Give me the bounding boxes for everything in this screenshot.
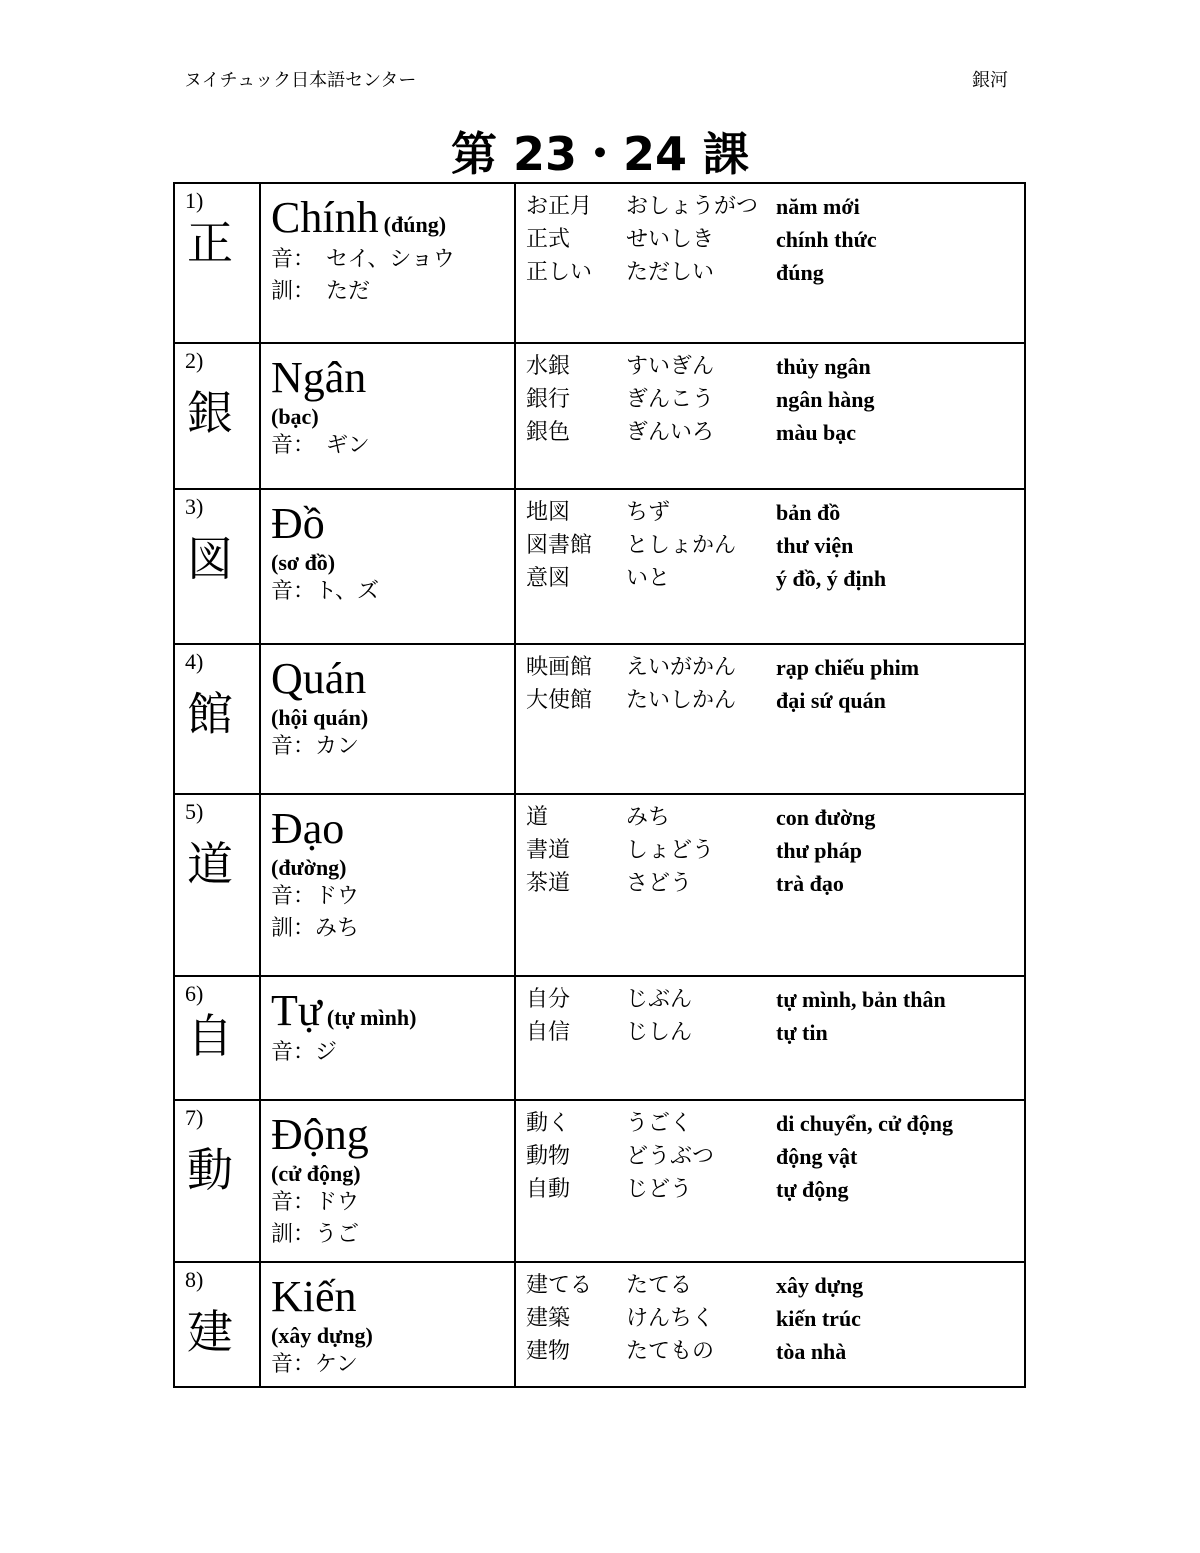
kanji-row xyxy=(174,1262,1025,1387)
kanji-meaning: (đúng) xyxy=(383,212,447,237)
kanji-meaning: (xây dựng) xyxy=(271,1323,373,1348)
vocab-reading: じしん xyxy=(626,1020,693,1045)
kanji-reading: 音：ドウ xyxy=(271,884,360,909)
hanviet-word: Đồ xyxy=(271,499,325,548)
vocab-reading: せいしき xyxy=(626,227,715,252)
vocab-reading: すいぎん xyxy=(626,354,715,379)
vocab-word: 建てる xyxy=(526,1273,593,1298)
vocab-meaning: tự tin xyxy=(776,1020,828,1045)
vocab-meaning: tự động xyxy=(776,1177,849,1202)
vocab-reading: ぎんこう xyxy=(626,387,715,412)
vocab-word: 大使館 xyxy=(526,688,593,713)
vocab-meaning: thư pháp xyxy=(776,838,862,863)
vocab-item xyxy=(526,562,1024,595)
vocab-reading: としょかん xyxy=(626,533,737,558)
kanji-character: 道 xyxy=(187,837,233,891)
reading-cell xyxy=(260,183,515,343)
vocab-cell xyxy=(515,489,1025,644)
kanji-reading: 音： ギン xyxy=(271,433,370,458)
vocab-cell xyxy=(515,1262,1025,1387)
vocab-word: 正しい xyxy=(526,260,593,285)
entry-number: 6) xyxy=(185,981,204,1006)
vocab-word: 動く xyxy=(526,1111,571,1136)
vocab-meaning: ý đồ, ý định xyxy=(776,566,887,591)
kanji-reading: 音： セイ、ショウ xyxy=(271,247,455,272)
reading-cell xyxy=(260,644,515,794)
vocab-item xyxy=(526,801,1024,834)
vocab-word: 動物 xyxy=(526,1144,571,1169)
vocab-item xyxy=(526,350,1024,383)
vocab-meaning: di chuyển, cử động xyxy=(776,1111,954,1136)
vocab-item xyxy=(526,834,1024,867)
vocab-cell xyxy=(515,343,1025,489)
vocab-item xyxy=(526,383,1024,416)
vocab-word: 映画館 xyxy=(526,655,593,680)
vocab-reading: えいがかん xyxy=(626,655,737,680)
vocab-reading: どうぶつ xyxy=(626,1144,715,1169)
vocab-meaning: đúng xyxy=(776,260,824,285)
kanji-row xyxy=(174,183,1025,343)
vocab-reading: いと xyxy=(626,566,671,591)
reading-cell xyxy=(260,976,515,1100)
vocab-cell xyxy=(515,183,1025,343)
entry-number: 1) xyxy=(185,188,204,213)
reading-cell xyxy=(260,1262,515,1387)
hanviet-word: Quán xyxy=(271,654,367,703)
entry-number: 3) xyxy=(185,494,204,519)
header-center-name: ヌイチュック日本語センター xyxy=(184,70,417,91)
kanji-meaning: (đường) xyxy=(271,855,347,880)
vocab-item xyxy=(526,983,1024,1016)
vocab-word: 水銀 xyxy=(526,354,571,379)
vocab-cell xyxy=(515,1100,1025,1262)
kanji-meaning: (bạc) xyxy=(271,404,319,429)
kanji-row xyxy=(174,976,1025,1100)
vocab-reading: ただしい xyxy=(626,260,715,285)
vocab-item xyxy=(526,496,1024,529)
vocab-meaning: tòa nhà xyxy=(776,1339,847,1364)
vocab-word: 自分 xyxy=(526,987,571,1012)
vocab-word: 自信 xyxy=(526,1020,571,1045)
vocab-item xyxy=(526,1302,1024,1335)
vocab-item xyxy=(526,1269,1024,1302)
entry-number: 4) xyxy=(185,649,204,674)
hanviet-word: Tự xyxy=(271,986,322,1035)
vocab-word: 茶道 xyxy=(526,871,571,896)
vocab-meaning: xây dựng xyxy=(776,1273,864,1298)
vocab-meaning: chính thức xyxy=(776,227,877,252)
kanji-reading: 音：ジ xyxy=(271,1040,338,1065)
kanji-meaning: (tự mình) xyxy=(326,1005,417,1030)
vocab-item xyxy=(526,651,1024,684)
vocab-reading: みち xyxy=(626,805,671,830)
hanviet-word: Ngân xyxy=(271,353,367,402)
vocab-word: お正月 xyxy=(526,194,593,219)
vocab-reading: たてる xyxy=(626,1273,693,1298)
vocab-meaning: tự mình, bản thân xyxy=(776,987,946,1012)
vocab-item xyxy=(526,1016,1024,1049)
vocab-reading: たてもの xyxy=(626,1339,715,1364)
vocab-item xyxy=(526,256,1024,289)
vocab-cell xyxy=(515,794,1025,976)
vocab-item xyxy=(526,529,1024,562)
hanviet-word: Đạo xyxy=(271,804,345,853)
vocab-item xyxy=(526,1140,1024,1173)
vocab-meaning: con đường xyxy=(776,805,876,830)
vocab-word: 書道 xyxy=(526,838,571,863)
vocab-reading: ぎんいろ xyxy=(626,420,715,445)
kanji-character: 銀 xyxy=(187,386,233,440)
vocab-word: 正式 xyxy=(526,227,571,252)
kanji-reading: 訓： ただ xyxy=(271,279,371,304)
vocab-reading: じぶん xyxy=(626,987,693,1012)
vocab-word: 地図 xyxy=(526,500,571,525)
vocab-meaning: kiến trúc xyxy=(776,1306,861,1331)
reading-cell xyxy=(260,794,515,976)
hanviet-word: Chính xyxy=(271,193,379,242)
vocab-item xyxy=(526,684,1024,717)
hanviet-word: Kiến xyxy=(271,1272,357,1321)
kanji-reading: 訓：みち xyxy=(271,916,360,941)
kanji-character: 正 xyxy=(187,216,233,270)
kanji-cell xyxy=(174,489,260,644)
vocab-meaning: rạp chiếu phim xyxy=(776,655,920,680)
vocab-item xyxy=(526,223,1024,256)
vocab-reading: うごく xyxy=(626,1111,693,1136)
vocab-word: 図書館 xyxy=(526,533,593,558)
kanji-reading: 音：カン xyxy=(271,734,360,759)
vocab-meaning: động vật xyxy=(776,1144,858,1169)
vocab-meaning: thủy ngân xyxy=(776,354,871,379)
vocab-meaning: thư viện xyxy=(776,533,854,558)
entry-number: 8) xyxy=(185,1267,204,1292)
vocab-reading: じどう xyxy=(626,1177,693,1202)
kanji-cell xyxy=(174,1100,260,1262)
hanviet-word: Động xyxy=(271,1110,369,1159)
vocab-item xyxy=(526,1107,1024,1140)
vocab-meaning: bản đồ xyxy=(776,500,841,525)
vocab-meaning: đại sứ quán xyxy=(776,688,886,713)
entry-number: 5) xyxy=(185,799,204,824)
vocab-word: 銀色 xyxy=(526,420,571,445)
kanji-cell xyxy=(174,794,260,976)
entry-number: 2) xyxy=(185,348,204,373)
vocab-word: 建築 xyxy=(526,1306,571,1331)
vocab-word: 自動 xyxy=(526,1177,571,1202)
kanji-reading: 音：ケン xyxy=(271,1352,358,1377)
kanji-reading: 訓：うご xyxy=(271,1222,360,1247)
vocab-cell xyxy=(515,644,1025,794)
kanji-meaning: (hội quán) xyxy=(271,705,369,730)
vocab-reading: しょどう xyxy=(626,838,715,863)
kanji-row xyxy=(174,794,1025,976)
page-title: 第 23・24 課 xyxy=(450,127,750,181)
vocab-reading: さどう xyxy=(626,871,693,896)
vocab-meaning: trà đạo xyxy=(776,871,844,896)
kanji-character: 建 xyxy=(187,1305,233,1359)
vocab-item xyxy=(526,190,1024,223)
vocab-item xyxy=(526,1335,1024,1368)
vocab-meaning: ngân hàng xyxy=(776,387,875,412)
kanji-character: 動 xyxy=(187,1143,233,1197)
kanji-row xyxy=(174,343,1025,489)
vocab-word: 建物 xyxy=(526,1339,571,1364)
reading-cell xyxy=(260,489,515,644)
kanji-cell xyxy=(174,343,260,489)
kanji-cell xyxy=(174,976,260,1100)
kanji-character: 館 xyxy=(187,687,233,741)
vocab-meaning: màu bạc xyxy=(776,420,857,445)
header-class-name: 銀河 xyxy=(972,70,1008,91)
kanji-cell xyxy=(174,183,260,343)
kanji-row xyxy=(174,489,1025,644)
kanji-meaning: (sơ đồ) xyxy=(271,550,336,575)
kanji-cell xyxy=(174,644,260,794)
vocab-item xyxy=(526,867,1024,900)
vocab-reading: たいしかん xyxy=(626,688,737,713)
kanji-table xyxy=(173,182,1026,1388)
kanji-row xyxy=(174,1100,1025,1262)
reading-cell xyxy=(260,1100,515,1262)
vocab-reading: けんちく xyxy=(626,1306,715,1331)
kanji-row xyxy=(174,644,1025,794)
kanji-character: 自 xyxy=(187,1009,233,1063)
vocab-item xyxy=(526,416,1024,449)
vocab-cell xyxy=(515,976,1025,1100)
reading-cell xyxy=(260,343,515,489)
vocab-word: 銀行 xyxy=(526,387,571,412)
vocab-meaning: năm mới xyxy=(776,194,860,219)
vocab-item xyxy=(526,1173,1024,1206)
kanji-cell xyxy=(174,1262,260,1387)
vocab-reading: ちず xyxy=(626,500,671,525)
vocab-word: 意図 xyxy=(526,566,571,591)
kanji-reading: 音：ドウ xyxy=(271,1190,360,1215)
entry-number: 7) xyxy=(185,1105,204,1130)
kanji-meaning: (cử động) xyxy=(271,1161,361,1186)
vocab-word: 道 xyxy=(526,805,549,830)
vocab-reading: おしょうがつ xyxy=(626,194,759,219)
kanji-reading: 音：ト、ズ xyxy=(271,579,380,604)
kanji-character: 図 xyxy=(187,532,233,586)
